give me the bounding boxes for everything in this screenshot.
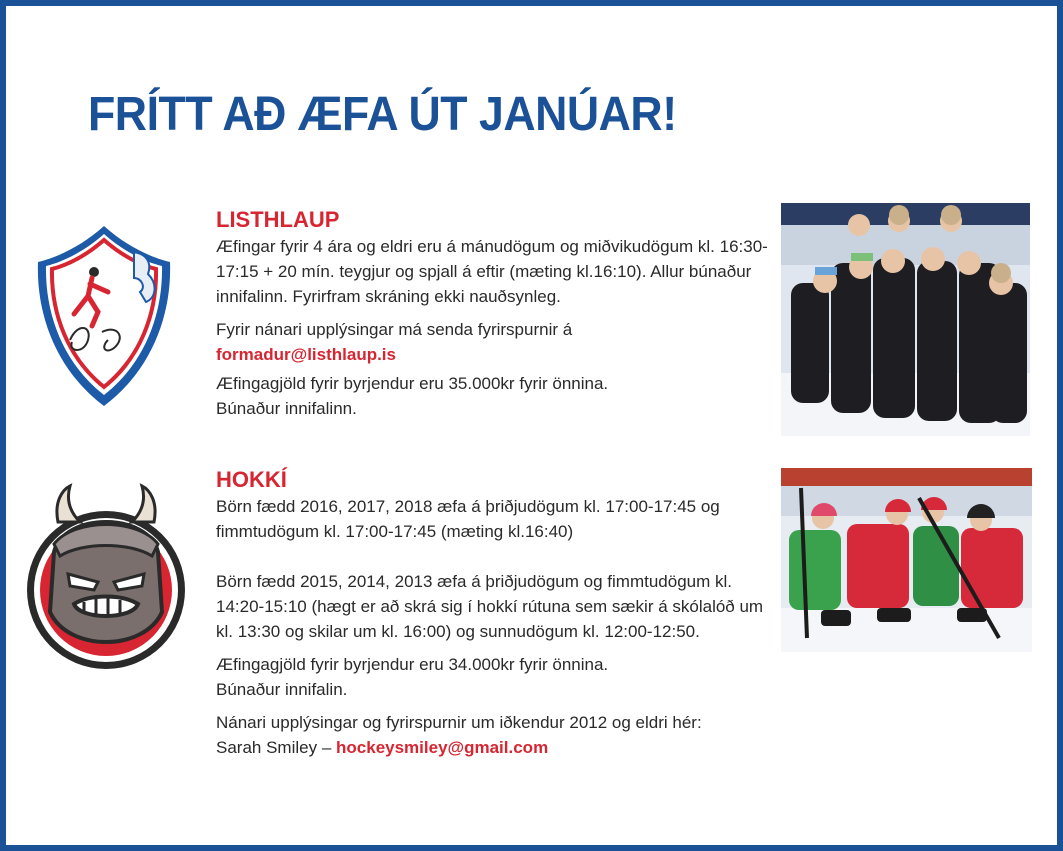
- listhlaup-fees: Æfingagjöld fyrir byrjendur eru 35.000kr fyrir önnina. Búnaður innifalinn.: [216, 374, 609, 418]
- hokki-contact: [216, 710, 772, 760]
- listhlaup-section: [216, 207, 772, 429]
- page-headline: FRÍTT AÐ ÆFA ÚT JANÚAR!: [88, 88, 677, 141]
- hokki-contact-name: Sarah Smiley –: [216, 738, 332, 757]
- listhlaup-schedule: Æfingar fyrir 4 ára og eldri eru á mánudögum og miðvikudögum kl. 16:30-17:15 + 20 mín. teygjur og spjall á eftir (mæting kl.16:10). Allur búnaður innifalinn. Fyrirfram skráning ekki nauðsynleg.: [216, 237, 768, 306]
- figure-skating-club-logo: [30, 222, 178, 410]
- listhlaup-email-link[interactable]: formadur@listhlaup.is: [216, 345, 396, 364]
- hockey-kids-photo: [781, 468, 1032, 652]
- skating-group-photo: [781, 203, 1030, 436]
- listhlaup-contact: [216, 317, 772, 367]
- hokki-schedule-older: Börn fædd 2015, 2014, 2013 æfa á þriðjudögum og fimmtudögum kl. 14:20-15:10 (hægt er að skrá sig í hokkí rútuna sem sækir á skólalóð um kl. 13:30 og skilar um kl. 16:00) og sunnudögum kl. 12:00-12:50.: [216, 572, 764, 641]
- hokki-title: HOKKÍ: [216, 467, 287, 492]
- hokki-schedule-younger: Börn fædd 2016, 2017, 2018 æfa á þriðjudögum kl. 17:00-17:45 og fimmtudögum kl. 17:00-17:45 (mæting kl.16:40): [216, 497, 720, 541]
- listhlaup-contact-intro: Fyrir nánari upplýsingar má senda fyrirspurnir á: [216, 320, 573, 339]
- listhlaup-title: LISTHLAUP: [216, 207, 340, 232]
- hokki-contact-intro: Nánari upplýsingar og fyrirspurnir um iðkendur 2012 og eldri hér:: [216, 713, 702, 732]
- hokki-fees: Æfingagjöld fyrir byrjendur eru 34.000kr fyrir önnina. Búnaður innifalin.: [216, 655, 609, 699]
- hockey-viking-logo: [24, 482, 188, 682]
- hokki-email-link[interactable]: hockeysmiley@gmail.com: [336, 738, 549, 757]
- hokki-section: [216, 467, 772, 768]
